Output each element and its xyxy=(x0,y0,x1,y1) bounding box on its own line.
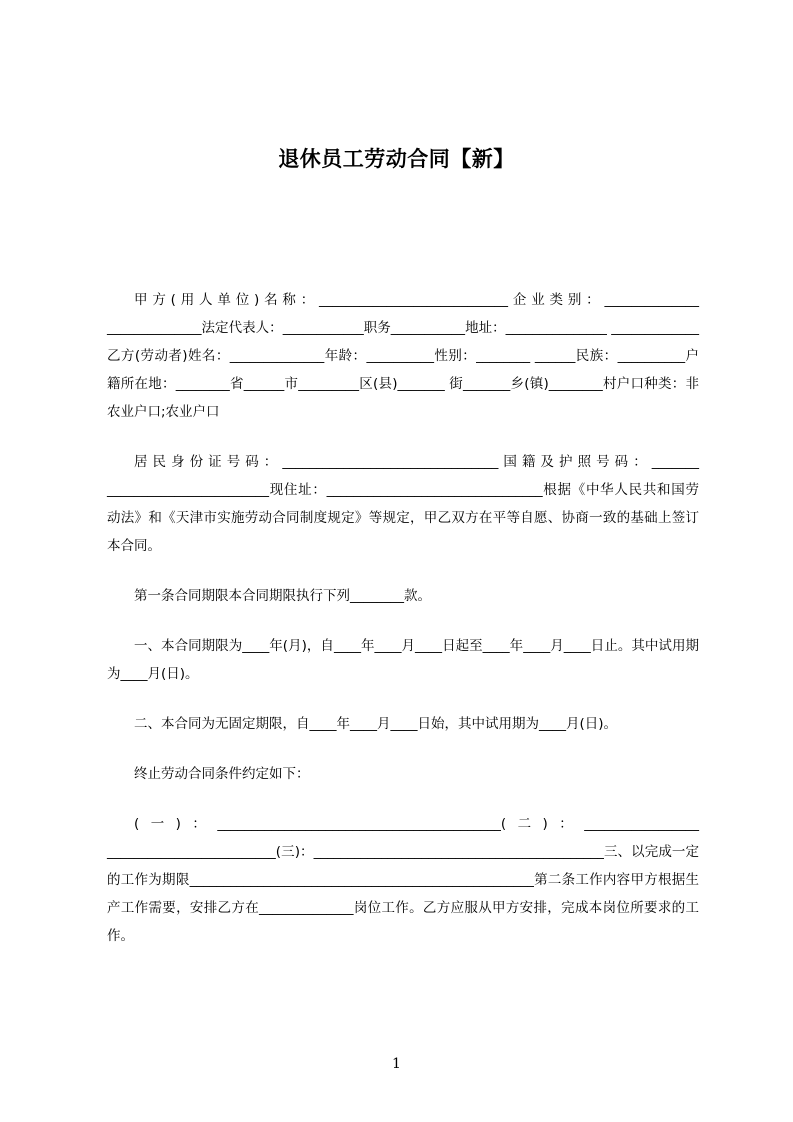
termination-conditions-paragraph: (一)：__________________________________________(二)：_________________ _________________________(三)：___________________________________________三、以完成一定的工作为期限___________________________________________________第二条工作内容甲方根据生产工作需要，安排乙方在______________岗位工作。乙方应服从甲方安排，完成本岗位所要求的工作。 xyxy=(107,816,699,944)
open-term-clause: 二、本合同为无固定期限，自____年____月____日始，其中试用期为____月(日)。 xyxy=(134,716,618,732)
party-info-paragraph: 甲方(用人单位)名称：____________________________企业类别：______________ ______________法定代表人：____________职务___________地址：_______________ _____________乙方(劳动者)姓名：______________年龄：__________性别：________ ______民族：__________户籍所在地：________省______市_________区(县)_______ 街_______乡(镇)________村户口种类：非农业户口;农业户口 xyxy=(107,292,699,420)
fixed-term-clause: 一、本合同期限为____年(月)，自____年____月____日起至____年____月____日止。其中试用期为____月(日)。 xyxy=(107,638,699,682)
article-one-heading: 第一条合同期限本合同期限执行下列________款。 xyxy=(134,588,431,604)
termination-heading: 终止劳动合同条件约定如下： xyxy=(134,766,310,782)
id-address-paragraph: 居民身份证号码：________________________________国籍及护照号码：_______ ________________________现住址：________________________________根据《中华人民共和国劳动法》和《天津市实施劳动合同制度规定》等规定，甲乙双方在平等自愿、协商一致的基础上签订本合同。 xyxy=(107,454,699,554)
document-body xyxy=(107,286,699,950)
document-title: 退休员工劳动合同【新】 xyxy=(278,147,515,171)
page-number: 1 xyxy=(392,1056,401,1072)
